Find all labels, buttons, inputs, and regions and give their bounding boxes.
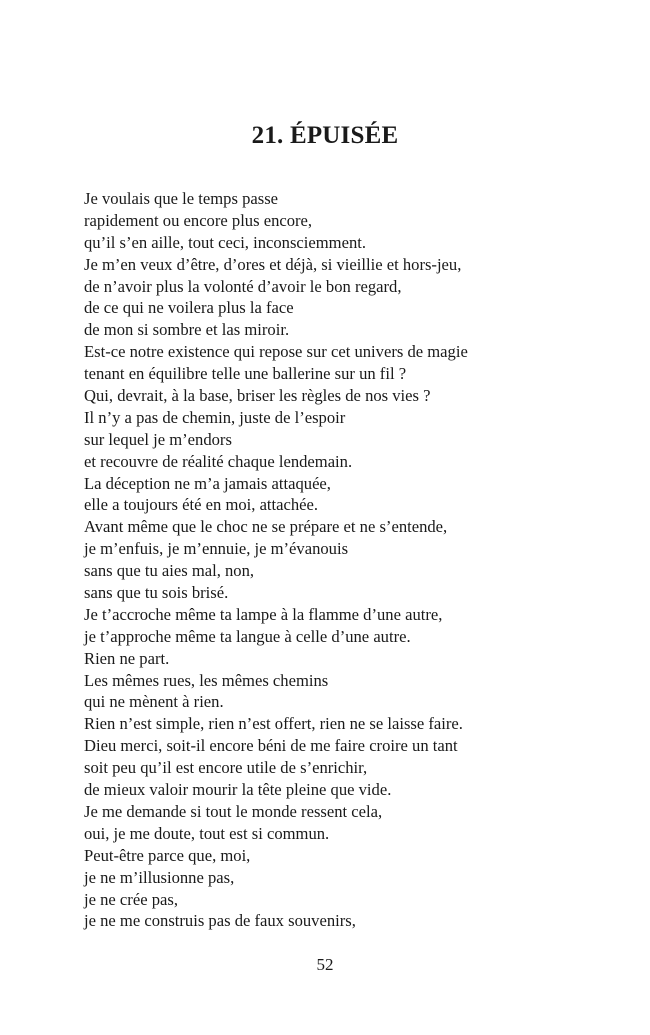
poem-line: Je me demande si tout le monde ressent cela, xyxy=(84,801,383,821)
poem-line: de mon si sombre et las miroir. xyxy=(84,320,290,340)
poem-line: sur lequel je m’endors xyxy=(84,429,232,449)
poem-line: Je voulais que le temps passe xyxy=(84,189,279,208)
poem-line: La déception ne m’a jamais attaquée, xyxy=(84,473,331,493)
poem-line: qui ne mènent à rien. xyxy=(84,692,224,712)
poem-line: de mieux valoir mourir la tête pleine que vide. xyxy=(84,780,392,800)
poem-line: Rien ne part. xyxy=(84,648,170,668)
poem-line: oui, je me doute, tout est si commun. xyxy=(84,823,330,843)
poem-line: tenant en équilibre telle une ballerine sur un fil ? xyxy=(84,364,407,384)
poem-line: Dieu merci, soit-il encore béni de me faire croire un tant xyxy=(84,736,458,756)
poem-line: je ne me construis pas de faux souvenirs, xyxy=(84,911,356,931)
poem-line: rapidement ou encore plus encore, xyxy=(84,210,313,230)
poem-line: je t’approche même ta langue à celle d’une autre. xyxy=(84,626,411,646)
poem-line: je ne crée pas, xyxy=(84,889,178,909)
poem-line: Peut-être parce que, moi, xyxy=(84,845,251,865)
poem-line: elle a toujours été en moi, attachée. xyxy=(84,495,319,515)
poem-line: Je m’en veux d’être, d’ores et déjà, si vieillie et hors-jeu, xyxy=(84,254,462,274)
poem-line: de ce qui ne voilera plus la face xyxy=(84,298,294,318)
poem-line: Qui, devrait, à la base, briser les règles de nos vies ? xyxy=(84,386,431,406)
poem-line: et recouvre de réalité chaque lendemain. xyxy=(84,451,353,471)
poem-line: de n’avoir plus la volonté d’avoir le bon regard, xyxy=(84,276,402,296)
poem-line: Est-ce notre existence qui repose sur cet univers de magie xyxy=(84,342,468,362)
chapter-title: 21. ÉPUISÉE xyxy=(251,122,399,149)
poem-body xyxy=(84,188,584,932)
poem-line: soit peu qu’il est encore utile de s’enrichir, xyxy=(84,758,368,778)
poem-line: Rien n’est simple, rien n’est offert, rien ne se laisse faire. xyxy=(84,714,463,734)
poem-line: sans que tu sois brisé. xyxy=(84,583,229,603)
page-number: 52 xyxy=(316,955,334,974)
poem-line: Les mêmes rues, les mêmes chemins xyxy=(84,670,329,690)
poem-line: Il n’y a pas de chemin, juste de l’espoir xyxy=(84,407,346,427)
poem-line: je m’enfuis, je m’ennuie, je m’évanouis xyxy=(84,539,349,559)
poem-line: sans que tu aies mal, non, xyxy=(84,561,255,581)
poem-line: qu’il s’en aille, tout ceci, inconsciemment. xyxy=(84,232,367,252)
poem-line: Avant même que le choc ne se prépare et ne s’entende, xyxy=(84,517,448,537)
poem-line: je ne m’illusionne pas, xyxy=(84,867,235,887)
poem-line: Je t’accroche même ta lampe à la flamme d’une autre, xyxy=(84,604,443,624)
